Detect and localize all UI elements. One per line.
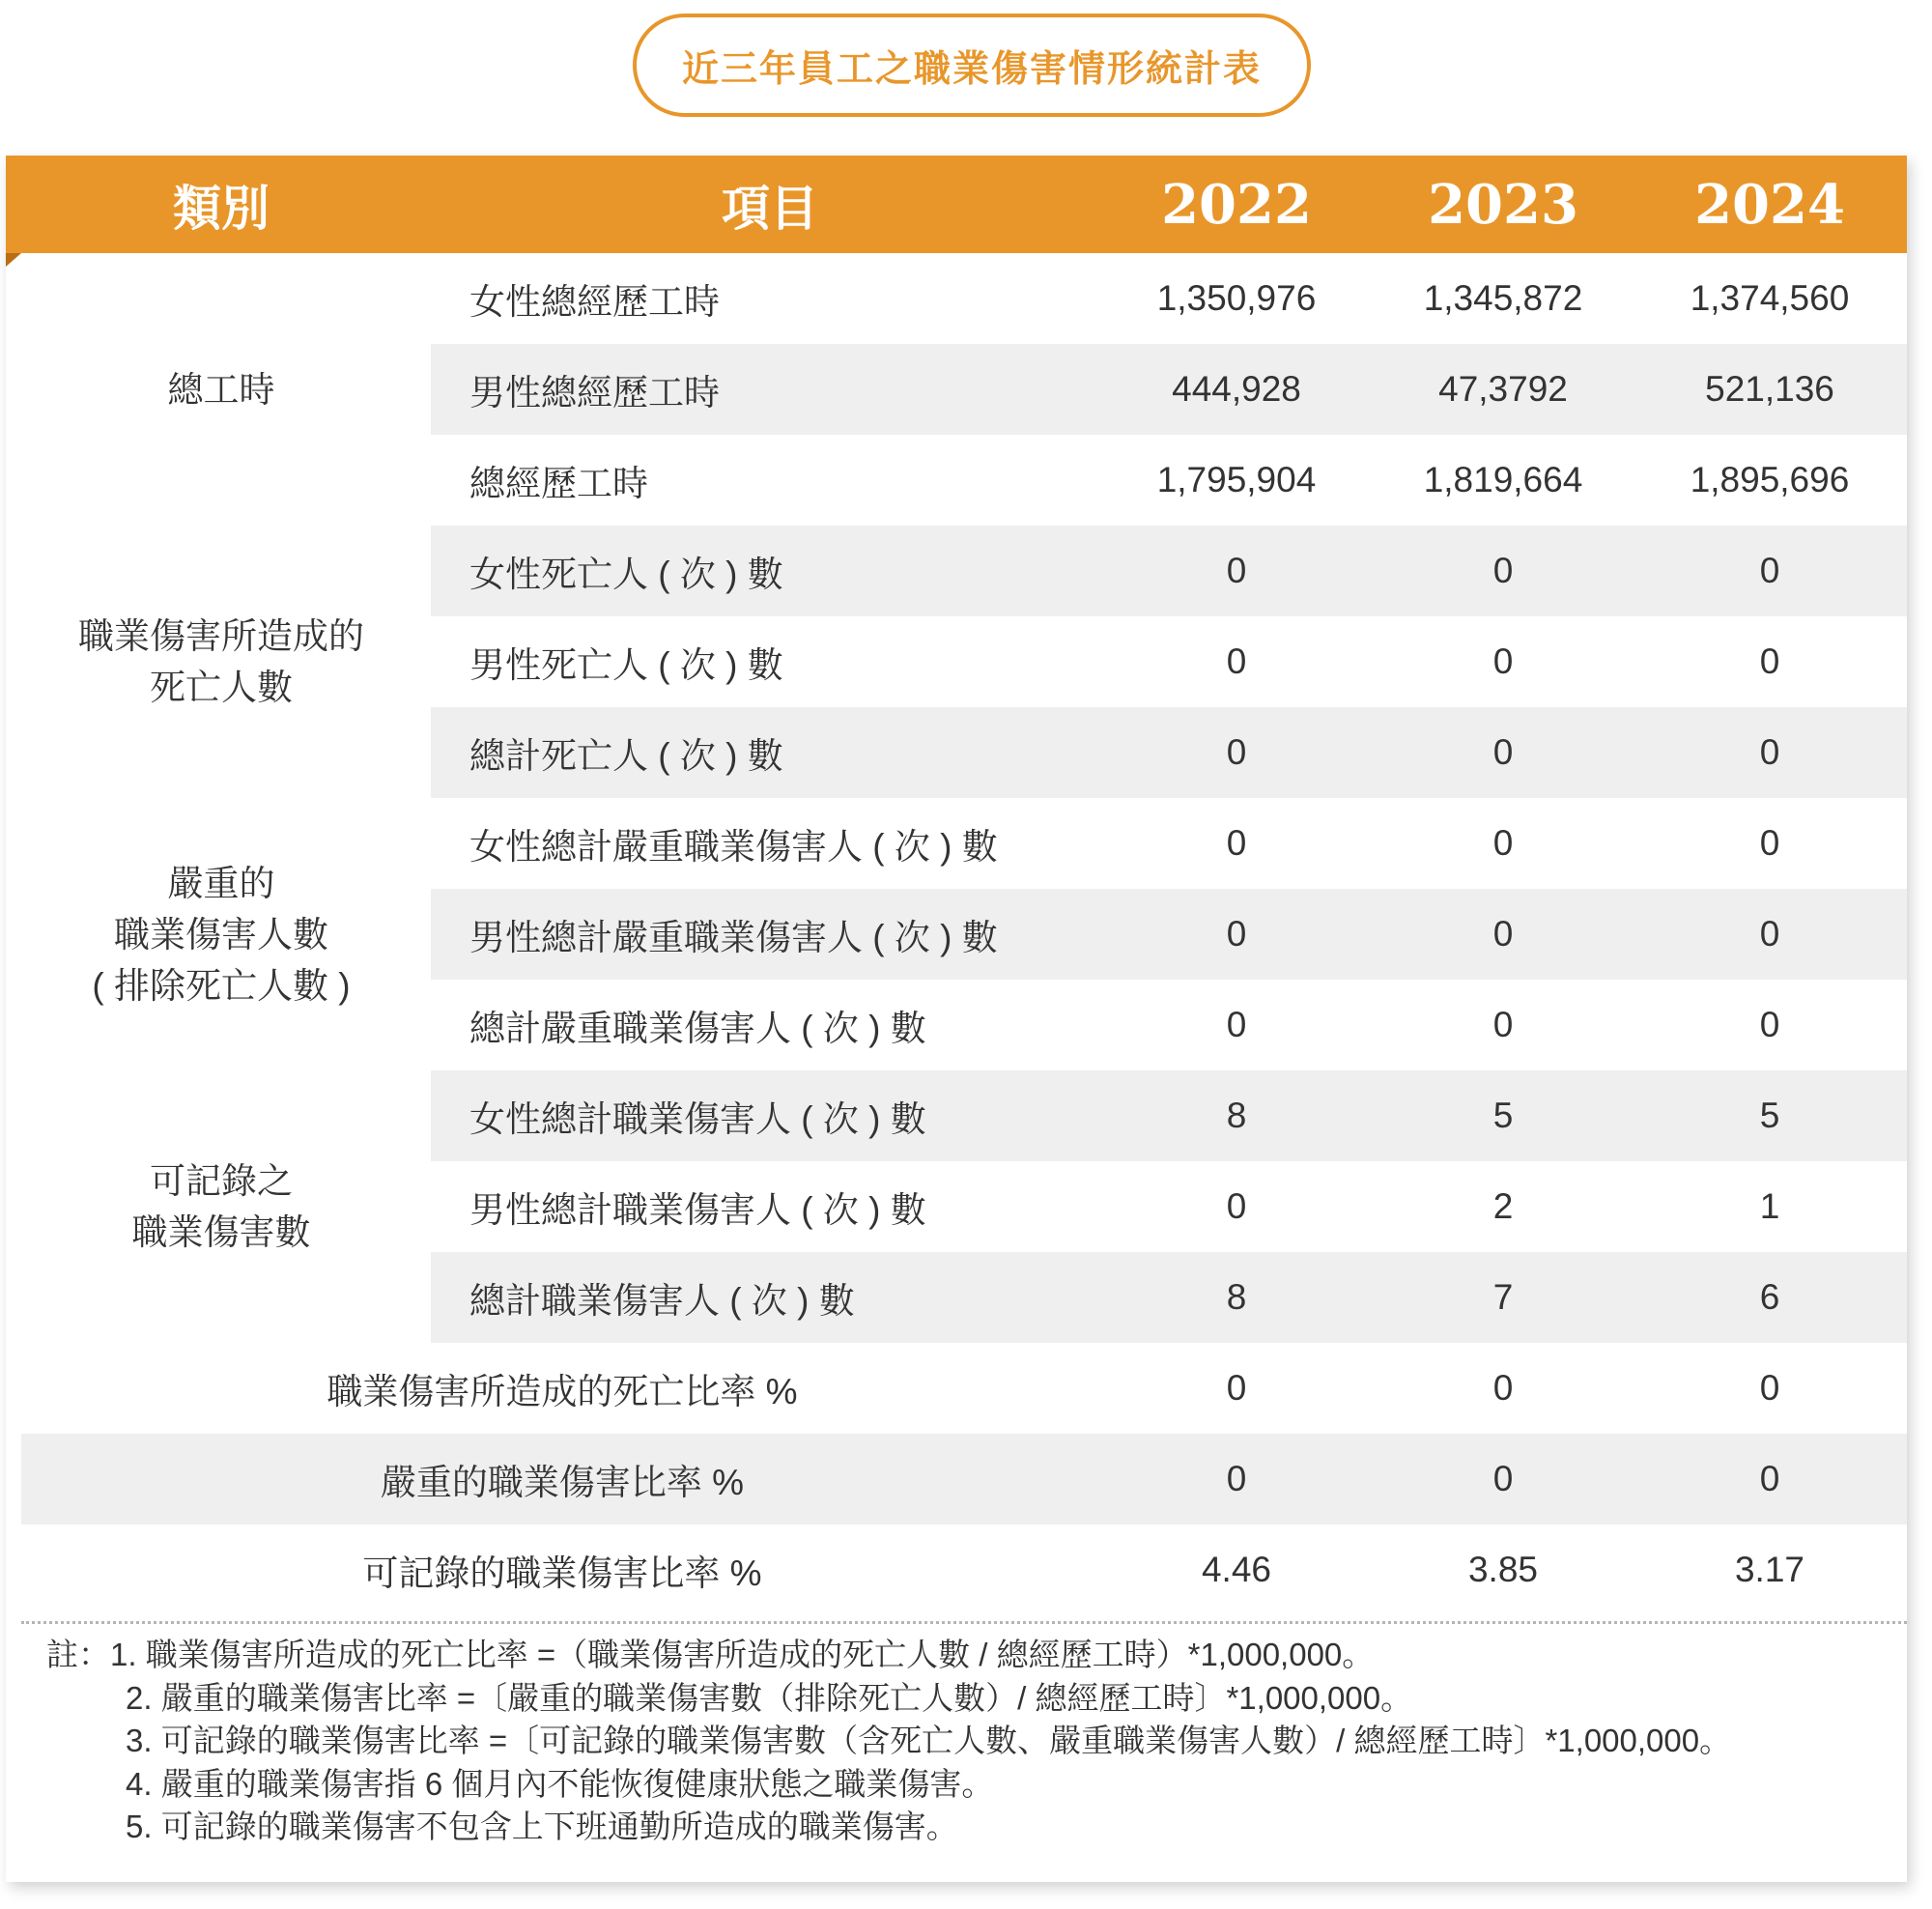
row-value-2023: 0: [1492, 1005, 1514, 1044]
row-label: 總計職業傷害人 ( 次 ) 數: [469, 1281, 855, 1321]
table-header: [6, 156, 1907, 253]
row-value-2024: 0: [1759, 551, 1780, 590]
row-value-2022: 8: [1226, 1096, 1247, 1135]
footnote-1: 註：1. 職業傷害所造成的死亡比率 =（職業傷害所造成的死亡人數 / 總經歷工時）*1,000,000。: [46, 1637, 1375, 1672]
row-value-2023: 0: [1492, 732, 1514, 772]
rate-row-recordable: [21, 1524, 1907, 1615]
header-category: 類別: [173, 181, 270, 236]
table-row: [431, 889, 1907, 980]
row-label: 男性死亡人 ( 次 ) 數: [469, 645, 783, 685]
row-value-2022: 0: [1226, 641, 1247, 681]
header-year-2022: 2022: [1161, 172, 1312, 237]
category-line: 總工時: [167, 369, 275, 410]
category-recordable-injuries: [6, 1070, 437, 1343]
category-line: 職業傷害人數: [113, 914, 328, 954]
table-title: 近三年員工之職業傷害情形統計表: [633, 14, 1311, 117]
row-value-2023: 2: [1492, 1186, 1514, 1226]
row-label: 總計死亡人 ( 次 ) 數: [469, 736, 783, 776]
table-row: [431, 980, 1907, 1070]
row-value-2024: 6: [1759, 1277, 1780, 1317]
row-value-2024: 0: [1759, 641, 1780, 681]
row-label: 女性死亡人 ( 次 ) 數: [469, 555, 783, 594]
row-value-2023: 0: [1492, 641, 1514, 681]
row-value-2024: 1,374,560: [1690, 278, 1850, 318]
row-value-2023: 0: [1492, 1459, 1514, 1498]
row-label: 男性總計職業傷害人 ( 次 ) 數: [469, 1190, 926, 1230]
category-line: 職業傷害所造成的: [78, 616, 364, 656]
category-line: 嚴重的: [167, 863, 275, 903]
table-row: [431, 1161, 1907, 1252]
footnotes: [46, 1634, 1882, 1849]
category-line: ( 排除死亡人數 ): [92, 965, 351, 1006]
rate-row-fatality: [21, 1343, 1907, 1434]
row-value-2023: 0: [1492, 823, 1514, 863]
row-label: 總計嚴重職業傷害人 ( 次 ) 數: [469, 1009, 926, 1048]
footnote-3: 3. 可記錄的職業傷害比率 =〔可記錄的職業傷害數（含死亡人數、嚴重職業傷害人數）/ 總經歷工時〕*1,000,000。: [126, 1723, 1732, 1758]
row-value-2022: 0: [1226, 1368, 1247, 1408]
row-value-2023: 1,345,872: [1423, 278, 1583, 318]
row-value-2022: 1,350,976: [1156, 278, 1317, 318]
category-total-hours: [6, 253, 437, 526]
row-value-2022: 0: [1226, 732, 1247, 772]
header-item: 項目: [722, 181, 818, 236]
footnote-2: 2. 嚴重的職業傷害比率 =〔嚴重的職業傷害數（排除死亡人數）/ 總經歷工時〕*1,000,000。: [126, 1679, 1413, 1716]
table-row: [431, 1070, 1907, 1161]
table-row: [431, 1252, 1907, 1343]
row-value-2022: 8: [1226, 1277, 1247, 1317]
row-value-2023: 0: [1492, 914, 1514, 954]
row-value-2023: 1,819,664: [1423, 460, 1583, 499]
header-year-2024: 2024: [1694, 172, 1845, 237]
row-value-2024: 1,895,696: [1690, 460, 1850, 499]
footnote-4: 4. 嚴重的職業傷害指 6 個月內不能恢復健康狀態之職業傷害。: [126, 1765, 994, 1802]
row-value-2022: 0: [1226, 823, 1247, 863]
footnote-5: 5. 可記錄的職業傷害不包含上下班通勤所造成的職業傷害。: [126, 1809, 958, 1844]
notes-divider: [21, 1621, 1907, 1624]
row-label: 女性總計嚴重職業傷害人 ( 次 ) 數: [469, 827, 998, 867]
row-value-2024: 3.17: [1734, 1550, 1804, 1589]
row-value-2024: 0: [1759, 1368, 1780, 1408]
row-value-2023: 0: [1492, 1368, 1514, 1408]
row-value-2024: 0: [1759, 914, 1780, 954]
row-label: 嚴重的職業傷害比率 %: [380, 1463, 745, 1502]
row-label: 男性總計嚴重職業傷害人 ( 次 ) 數: [469, 918, 998, 957]
row-label: 女性總計職業傷害人 ( 次 ) 數: [469, 1099, 926, 1139]
row-value-2023: 5: [1492, 1096, 1514, 1135]
table-row: [431, 616, 1907, 707]
row-value-2024: 1: [1759, 1186, 1780, 1226]
row-label: 職業傷害所造成的死亡比率 %: [327, 1372, 798, 1411]
row-value-2022: 0: [1226, 1186, 1247, 1226]
rate-row-serious: [21, 1434, 1907, 1524]
row-value-2022: 0: [1226, 1459, 1247, 1498]
table-row: [431, 798, 1907, 889]
row-value-2024: 521,136: [1705, 369, 1834, 409]
table-row: [431, 435, 1907, 526]
row-value-2023: 47,3792: [1438, 369, 1568, 409]
table-row: [431, 707, 1907, 798]
row-value-2022: 4.46: [1201, 1550, 1271, 1589]
row-value-2023: 3.85: [1467, 1550, 1538, 1589]
row-label: 可記錄的職業傷害比率 %: [362, 1553, 762, 1593]
statistics-table: [6, 156, 1907, 1882]
row-value-2023: 7: [1492, 1277, 1514, 1317]
row-label: 女性總經歷工時: [469, 282, 720, 322]
category-line: 職業傷害數: [131, 1212, 311, 1252]
row-value-2024: 5: [1759, 1096, 1780, 1135]
category-line: 可記錄之: [150, 1161, 293, 1201]
row-value-2023: 0: [1492, 551, 1514, 590]
row-value-2022: 0: [1226, 551, 1247, 590]
header-year-2023: 2023: [1428, 172, 1578, 237]
row-value-2024: 0: [1759, 732, 1780, 772]
category-serious-injuries: [6, 798, 437, 1070]
row-value-2022: 0: [1226, 914, 1247, 954]
row-value-2022: 1,795,904: [1156, 460, 1317, 499]
row-value-2022: 444,928: [1172, 369, 1301, 409]
category-line: 死亡人數: [150, 668, 293, 707]
row-label: 總經歷工時: [469, 464, 648, 503]
table-row: [431, 526, 1907, 616]
row-value-2024: 0: [1759, 1459, 1780, 1498]
row-label: 男性總經歷工時: [469, 373, 720, 413]
row-value-2024: 0: [1759, 1005, 1780, 1044]
row-value-2022: 0: [1226, 1005, 1247, 1044]
category-fatalities: [6, 526, 437, 798]
row-value-2024: 0: [1759, 823, 1780, 863]
table-row: [431, 344, 1907, 435]
table-row: [431, 253, 1907, 344]
